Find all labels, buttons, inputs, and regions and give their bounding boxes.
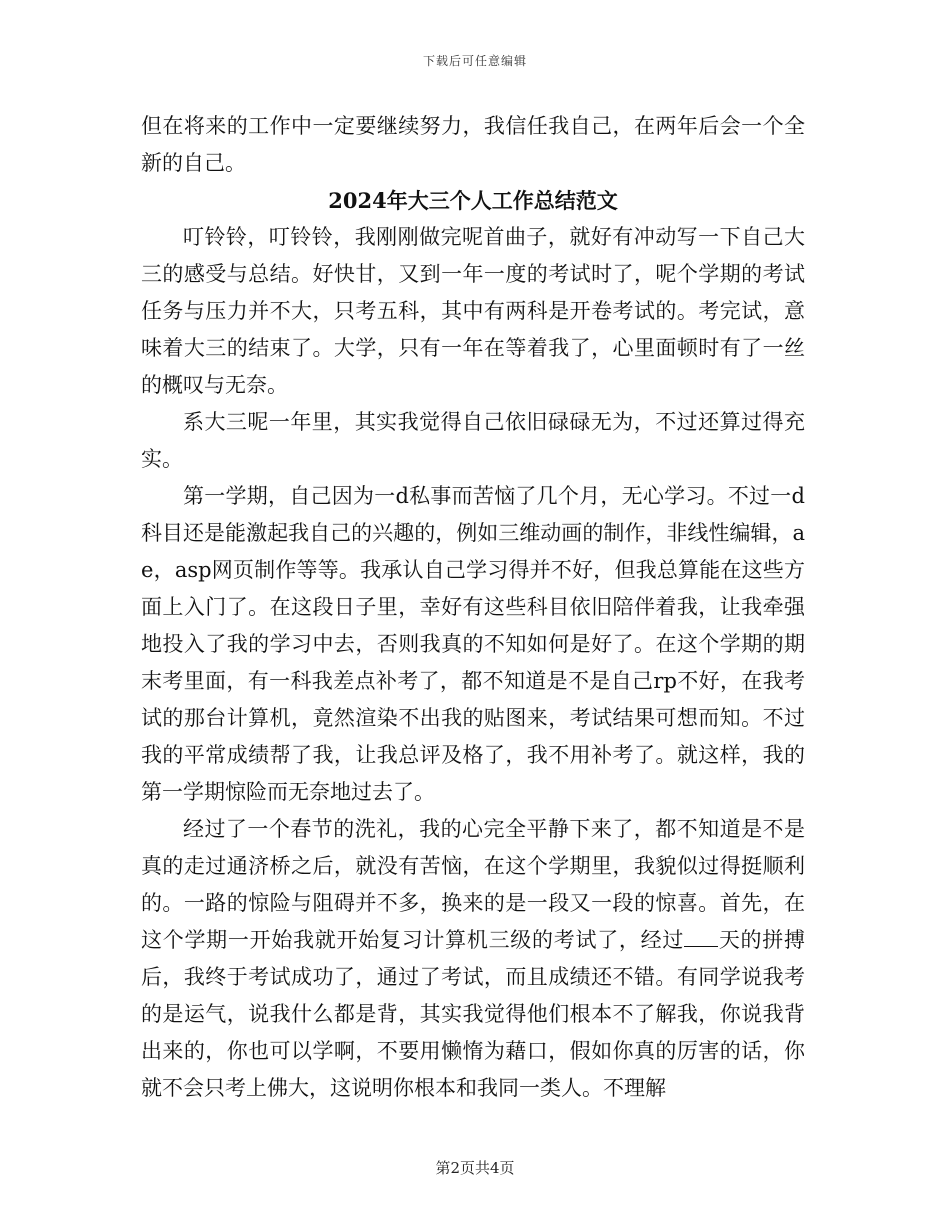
page-number: 第2页共4页 [435, 1159, 515, 1177]
document-body [141, 108, 805, 1107]
continuation-paragraph: 但在将来的工作中一定要继续努力，我信任我自己，在两年后会一个全新的自己。 [141, 114, 805, 175]
paragraph-2: 系大三呢一年里，其实我觉得自己依旧碌碌无为，不过还算过得充实。 [141, 410, 805, 471]
section-title: 2024年大三个人工作总结范文 [328, 188, 618, 213]
paragraph-4-part-2: 天的拼搏后，我终于考试成功了，通过了考试，而且成绩还不错。有同学说我考的是运气，说我什么都是背，其实我觉得他们根本不了解我，你说我背出来的，你也可以学啊，不要用懒惰为藉口，假如你真的厉害的话，你就不会只考上佛大，这说明你根本和我同一类人。不理解 [141, 928, 806, 1100]
paragraph-1: 叮铃铃，叮铃铃，我刚刚做完呢首曲子，就好有冲动写一下自己大三的感受与总结。好快甘，又到一年一度的考试时了，呢个学期的考试任务与压力并不大，只考五科，其中有两科是开卷考试的。考完试，意味着大三的结束了。大学，只有一年在等着我了，心里面顿时有了一丝的概叹与无奈。 [141, 225, 805, 397]
paragraph-3: 第一学期，自己因为一d私事而苦恼了几个月，无心学习。不过一d科目还是能激起我自己的兴趣的，例如三维动画的制作，非线性编辑，ae，asp网页制作等等。我承认自己学习得并不好，但我总算能在这些方面上入门了。在这段日子里，幸好有这些科目依旧陪伴着我，让我牵强地投入了我的学习中去，否则我真的不知如何是好了。在这个学期的期末考里面，有一科我差点补考了，都不知道是不是自己rp不好，在我考试的那台计算机，竟然渲染不出我的贴图来，考试结果可想而知。不过我的平常成绩帮了我，让我总评及格了，我不用补考了。就这样，我的第一学期惊险而无奈地过去了。 [141, 484, 805, 804]
page-header-note: 下载后可任意编辑 [422, 54, 527, 68]
fill-in-blank [684, 926, 718, 947]
paragraph-4-part-1: 经过了一个春节的洗礼，我的心完全平静下来了，都不知道是不是真的走过通济桥之后，就没有苦恼，在这个学期里，我貌似过得挺顺利的。一路的惊险与阻碍并不多，换来的是一段又一段的惊喜。首先，在这个学期一开始我就开始复习计算机三级的考试了，经过 [141, 817, 805, 952]
paragraph-4 [141, 811, 805, 1107]
